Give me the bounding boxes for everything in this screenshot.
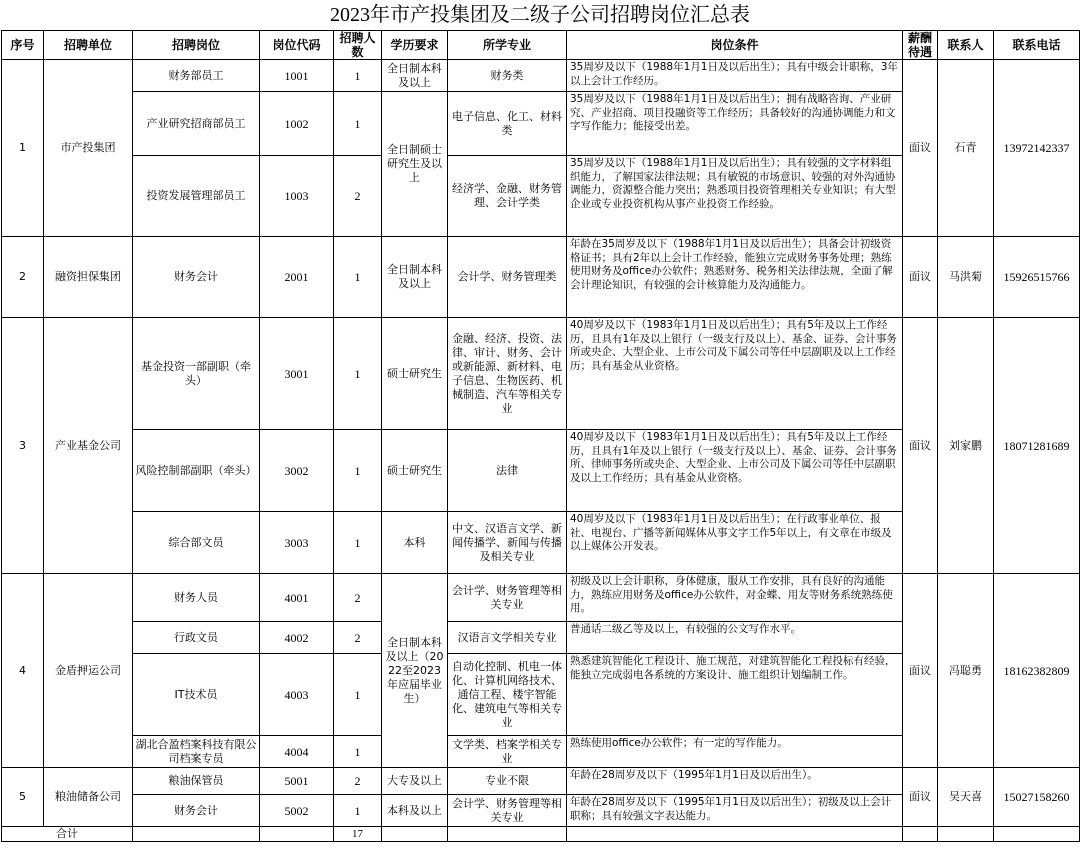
unit-cell: 金盾押运公司 xyxy=(44,574,133,768)
position-cell: 风险控制部副职（牵头） xyxy=(133,430,260,512)
position-cell: 综合部文员 xyxy=(133,512,260,574)
code-cell: 5002 xyxy=(260,795,334,827)
header-major: 所学专业 xyxy=(448,31,567,60)
condition-cell: 40周岁及以下（1983年1月1日及以后出生）；具有5年及以上工作经历，且具有1年及以上银行（一级支行及以上）、基金、证券、会计事务所或央企、大型企业、上市公司及下属公司等任中层副职及以上工作经历；具有基金从业资格。 xyxy=(567,318,903,430)
salary-cell: 面议 xyxy=(903,574,938,768)
condition-cell: 35周岁及以下（1988年1月1日及以后出生）；具有较强的文字材料组织能力，了解国家法律法规；具有敏锐的市场意识、较强的对外沟通协调能力，资源整合能力突出；熟悉项目投资管理相关专业知识；有大型企业或专业投资机构从事产业投资工作经验。 xyxy=(567,156,903,237)
unit-cell: 粮油储备公司 xyxy=(44,768,133,827)
edu-cell: 全日制本科及以上（2022至2023年应届毕业生） xyxy=(382,574,448,768)
count-cell: 1 xyxy=(334,795,382,827)
count-cell: 1 xyxy=(334,92,382,156)
position-cell: 财务会计 xyxy=(133,237,260,318)
edu-cell: 硕士研究生 xyxy=(382,318,448,430)
code-cell: 4004 xyxy=(260,736,334,768)
header-count: 招聘人数 xyxy=(334,31,382,60)
salary-cell: 面议 xyxy=(903,318,938,574)
total-empty-cell xyxy=(994,827,1080,842)
seq-cell: 2 xyxy=(2,237,44,318)
table-row xyxy=(2,237,1080,318)
condition-cell: 35周岁及以下（1988年1月1日及以后出生）；具有中级会计职称，3年以上会计工作经历。 xyxy=(567,60,903,92)
major-cell: 中文、汉语言文学、新闻传播学、新闻与传播及相关专业 xyxy=(448,512,567,574)
seq-cell: 4 xyxy=(2,574,44,768)
recruitment-table xyxy=(1,30,1080,842)
salary-cell: 面议 xyxy=(903,237,938,318)
phone-cell: 13972142337 xyxy=(994,60,1080,237)
contact-cell: 吴天喜 xyxy=(938,768,994,827)
condition-cell: 普通话二级乙等及以上，有较强的公文写作水平。 xyxy=(567,622,903,654)
count-cell: 2 xyxy=(334,622,382,654)
count-cell: 2 xyxy=(334,156,382,237)
seq-cell: 5 xyxy=(2,768,44,827)
table-row xyxy=(2,318,1080,430)
seq-cell: 3 xyxy=(2,318,44,574)
total-empty-cell xyxy=(903,827,938,842)
code-cell: 3001 xyxy=(260,318,334,430)
unit-cell: 融资担保集团 xyxy=(44,237,133,318)
condition-cell: 年龄在28周岁及以下（1995年1月1日及以后出生）；初级及以上会计职称；具有较强文字表达能力。 xyxy=(567,795,903,827)
header-edu: 学历要求 xyxy=(382,31,448,60)
header-salary: 薪酬待遇 xyxy=(903,31,938,60)
position-cell: 基金投资一部副职（牵头） xyxy=(133,318,260,430)
total-empty-cell xyxy=(260,827,334,842)
major-cell: 汉语言文学相关专业 xyxy=(448,622,567,654)
major-cell: 金融、经济、投资、法律、审计、财务、会计或新能源、新材料、电子信息、生物医药、机械制造、汽车等相关专业 xyxy=(448,318,567,430)
code-cell: 1003 xyxy=(260,156,334,237)
major-cell: 电子信息、化工、材料类 xyxy=(448,92,567,156)
condition-cell: 熟练使用office办公软件；有一定的写作能力。 xyxy=(567,736,903,768)
code-cell: 1001 xyxy=(260,60,334,92)
phone-cell: 15027158260 xyxy=(994,768,1080,827)
condition-cell: 35周岁及以下（1988年1月1日及以后出生）；拥有战略咨询、产业研究、产业招商、项目投融资等工作经历；具备较好的沟通协调能力和文字写作能力；能接受出差。 xyxy=(567,92,903,156)
code-cell: 1002 xyxy=(260,92,334,156)
edu-cell: 全日制硕士研究生及以上 xyxy=(382,92,448,237)
header-condition: 岗位条件 xyxy=(567,31,903,60)
position-cell: 湖北合盈档案科技有限公司档案专员 xyxy=(133,736,260,768)
position-cell: 财务部员工 xyxy=(133,60,260,92)
position-cell: 财务会计 xyxy=(133,795,260,827)
condition-cell: 年龄在28周岁及以下（1995年1月1日及以后出生）。 xyxy=(567,768,903,795)
count-cell: 1 xyxy=(334,318,382,430)
position-cell: 投资发展管理部员工 xyxy=(133,156,260,237)
seq-cell: 1 xyxy=(2,60,44,237)
edu-cell: 硕士研究生 xyxy=(382,430,448,512)
condition-cell: 熟悉建筑智能化工程设计、施工规范，对建筑智能化工程投标有经验，能独立完成弱电各系统的方案设计、施工组织计划编制工作。 xyxy=(567,654,903,736)
unit-cell: 产业基金公司 xyxy=(44,318,133,574)
salary-cell: 面议 xyxy=(903,60,938,237)
major-cell: 法律 xyxy=(448,430,567,512)
table-row xyxy=(2,574,1080,622)
total-empty-cell xyxy=(382,827,448,842)
total-count: 17 xyxy=(334,827,382,842)
count-cell: 1 xyxy=(334,512,382,574)
count-cell: 1 xyxy=(334,736,382,768)
major-cell: 经济学、金融、财务管理、会计学类 xyxy=(448,156,567,237)
unit-cell: 市产投集团 xyxy=(44,60,133,237)
code-cell: 4001 xyxy=(260,574,334,622)
edu-cell: 全日制本科及以上 xyxy=(382,60,448,92)
total-empty-cell xyxy=(448,827,567,842)
condition-cell: 初级及以上会计职称，身体健康，服从工作安排，具有良好的沟通能力，熟练应用财务及office办公软件，对金蝶、用友等财务系统熟练使用。 xyxy=(567,574,903,622)
code-cell: 2001 xyxy=(260,237,334,318)
header-phone: 联系电话 xyxy=(994,31,1080,60)
total-empty-cell xyxy=(133,827,260,842)
code-cell: 4003 xyxy=(260,654,334,736)
count-cell: 2 xyxy=(334,768,382,795)
code-cell: 3002 xyxy=(260,430,334,512)
condition-cell: 40周岁及以下（1983年1月1日及以后出生）；在行政事业单位、报社、电视台、广播等新闻媒体从事文字工作5年以上，有文章在市级及以上媒体公开发表。 xyxy=(567,512,903,574)
major-cell: 会计学、财务管理类 xyxy=(448,237,567,318)
total-empty-cell xyxy=(567,827,903,842)
contact-cell: 石青 xyxy=(938,60,994,237)
header-position: 招聘岗位 xyxy=(133,31,260,60)
header-unit: 招聘单位 xyxy=(44,31,133,60)
edu-cell: 全日制本科及以上 xyxy=(382,237,448,318)
position-cell: 产业研究招商部员工 xyxy=(133,92,260,156)
table-row xyxy=(2,60,1080,92)
position-cell: 财务人员 xyxy=(133,574,260,622)
edu-cell: 本科 xyxy=(382,512,448,574)
count-cell: 1 xyxy=(334,237,382,318)
count-cell: 1 xyxy=(334,60,382,92)
header-contact: 联系人 xyxy=(938,31,994,60)
header-seq: 序号 xyxy=(2,31,44,60)
major-cell: 财务类 xyxy=(448,60,567,92)
code-cell: 4002 xyxy=(260,622,334,654)
total-row xyxy=(2,827,1080,842)
condition-cell: 年龄在35周岁及以下（1988年1月1日及以后出生）；具备会计初级资格证书；具有2年以上会计工作经验，能独立完成财务事务处理；熟练使用财务及office办公软件；熟悉财务、税务相关法律法规，全面了解会计理论知识，有较强的会计核算能力及沟通能力。 xyxy=(567,237,903,318)
table-row xyxy=(2,768,1080,795)
header-code: 岗位代码 xyxy=(260,31,334,60)
salary-cell: 面议 xyxy=(903,768,938,827)
code-cell: 3003 xyxy=(260,512,334,574)
contact-cell: 刘家鹏 xyxy=(938,318,994,574)
major-cell: 专业不限 xyxy=(448,768,567,795)
condition-cell: 40周岁及以下（1983年1月1日及以后出生）；具有5年及以上工作经历，且具有1年及以上银行（一级支行及以上）、基金、证券、会计事务所、律师事务所或央企、大型企业、上市公司及下属公司等任中层副职及以上工作经历；具有基金从业资格。 xyxy=(567,430,903,512)
page-title: 2023年市产投集团及二级子公司招聘岗位汇总表 xyxy=(330,4,750,26)
position-cell: IT技术员 xyxy=(133,654,260,736)
edu-cell: 本科及以上 xyxy=(382,795,448,827)
phone-cell: 18071281689 xyxy=(994,318,1080,574)
total-label: 合计 xyxy=(2,827,133,842)
code-cell: 5001 xyxy=(260,768,334,795)
edu-cell: 大专及以上 xyxy=(382,768,448,795)
contact-cell: 冯聪勇 xyxy=(938,574,994,768)
position-cell: 粮油保管员 xyxy=(133,768,260,795)
major-cell: 文学类、档案学相关专业 xyxy=(448,736,567,768)
phone-cell: 15926515766 xyxy=(994,237,1080,318)
major-cell: 会计学、财务管理等相关专业 xyxy=(448,795,567,827)
major-cell: 会计学、财务管理等相关专业 xyxy=(448,574,567,622)
position-cell: 行政文员 xyxy=(133,622,260,654)
major-cell: 自动化控制、机电一体化、计算机网络技术、通信工程、楼宇智能化、建筑电气等相关专业 xyxy=(448,654,567,736)
header-row xyxy=(2,31,1080,60)
total-empty-cell xyxy=(938,827,994,842)
count-cell: 2 xyxy=(334,574,382,622)
phone-cell: 18162382809 xyxy=(994,574,1080,768)
count-cell: 1 xyxy=(334,430,382,512)
count-cell: 1 xyxy=(334,654,382,736)
contact-cell: 马洪菊 xyxy=(938,237,994,318)
